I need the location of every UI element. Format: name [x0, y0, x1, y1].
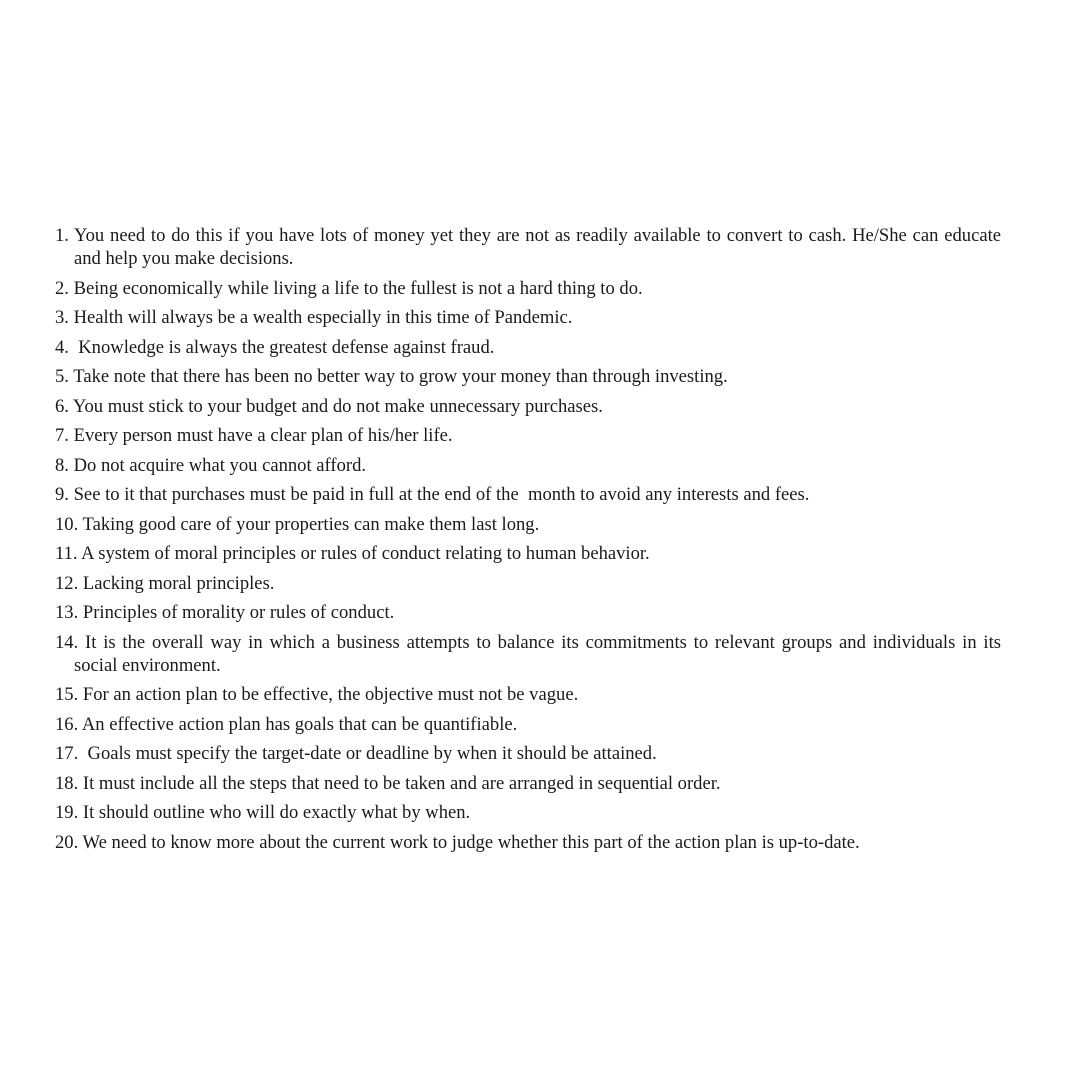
numbered-statement-list [55, 224, 1006, 860]
list-item-11: 11. A system of moral principles or rules of conduct relating to human behavior. [55, 543, 650, 564]
list-item-5: 5. Take note that there has been no better way to grow your money than through investing. [55, 366, 728, 387]
list-item-4: 4. Knowledge is always the greatest defense against fraud. [55, 336, 495, 358]
list-item-1: 1. You need to do this if you have lots of money yet they are not as readily available to convert to cash. He/She can educate and help you make decisions. [55, 225, 1006, 269]
list-item-18: 18. It must include all the steps that need to be taken and are arranged in sequential order. [55, 772, 721, 794]
list-item-3: 3. Health will always be a wealth especially in this time of Pandemic. [55, 307, 573, 328]
list-item-20: 20. We need to know more about the current work to judge whether this part of the action plan is up-to-date. [55, 831, 860, 853]
list-item-7: 7. Every person must have a clear plan of his/her life. [55, 425, 453, 446]
list-item-16: 16. An effective action plan has goals that can be quantifiable. [55, 713, 518, 735]
list-item-14: 14. It is the overall way in which a business attempts to balance its commitments to relevant groups and individuals in its social environment. [55, 631, 1006, 676]
list-item-15: 15. For an action plan to be effective, the objective must not be vague. [55, 684, 579, 705]
list-item-10: 10. Taking good care of your properties can make them last long. [55, 513, 540, 535]
list-item-13: 13. Principles of morality or rules of conduct. [55, 602, 395, 623]
list-item-17: 17. Goals must specify the target-date or deadline by when it should be attained. [55, 743, 657, 764]
list-item-9: 9. See to it that purchases must be paid in full at the end of the month to avoid any interests and fees. [55, 484, 810, 505]
list-item-19: 19. It should outline who will do exactly what by when. [55, 802, 471, 823]
list-item-6: 6. You must stick to your budget and do not make unnecessary purchases. [55, 395, 603, 417]
list-item-2: 2. Being economically while living a life to the fullest is not a hard thing to do. [55, 277, 643, 299]
list-item-12: 12. Lacking moral principles. [55, 572, 275, 594]
list-item-8: 8. Do not acquire what you cannot afford. [55, 454, 367, 476]
